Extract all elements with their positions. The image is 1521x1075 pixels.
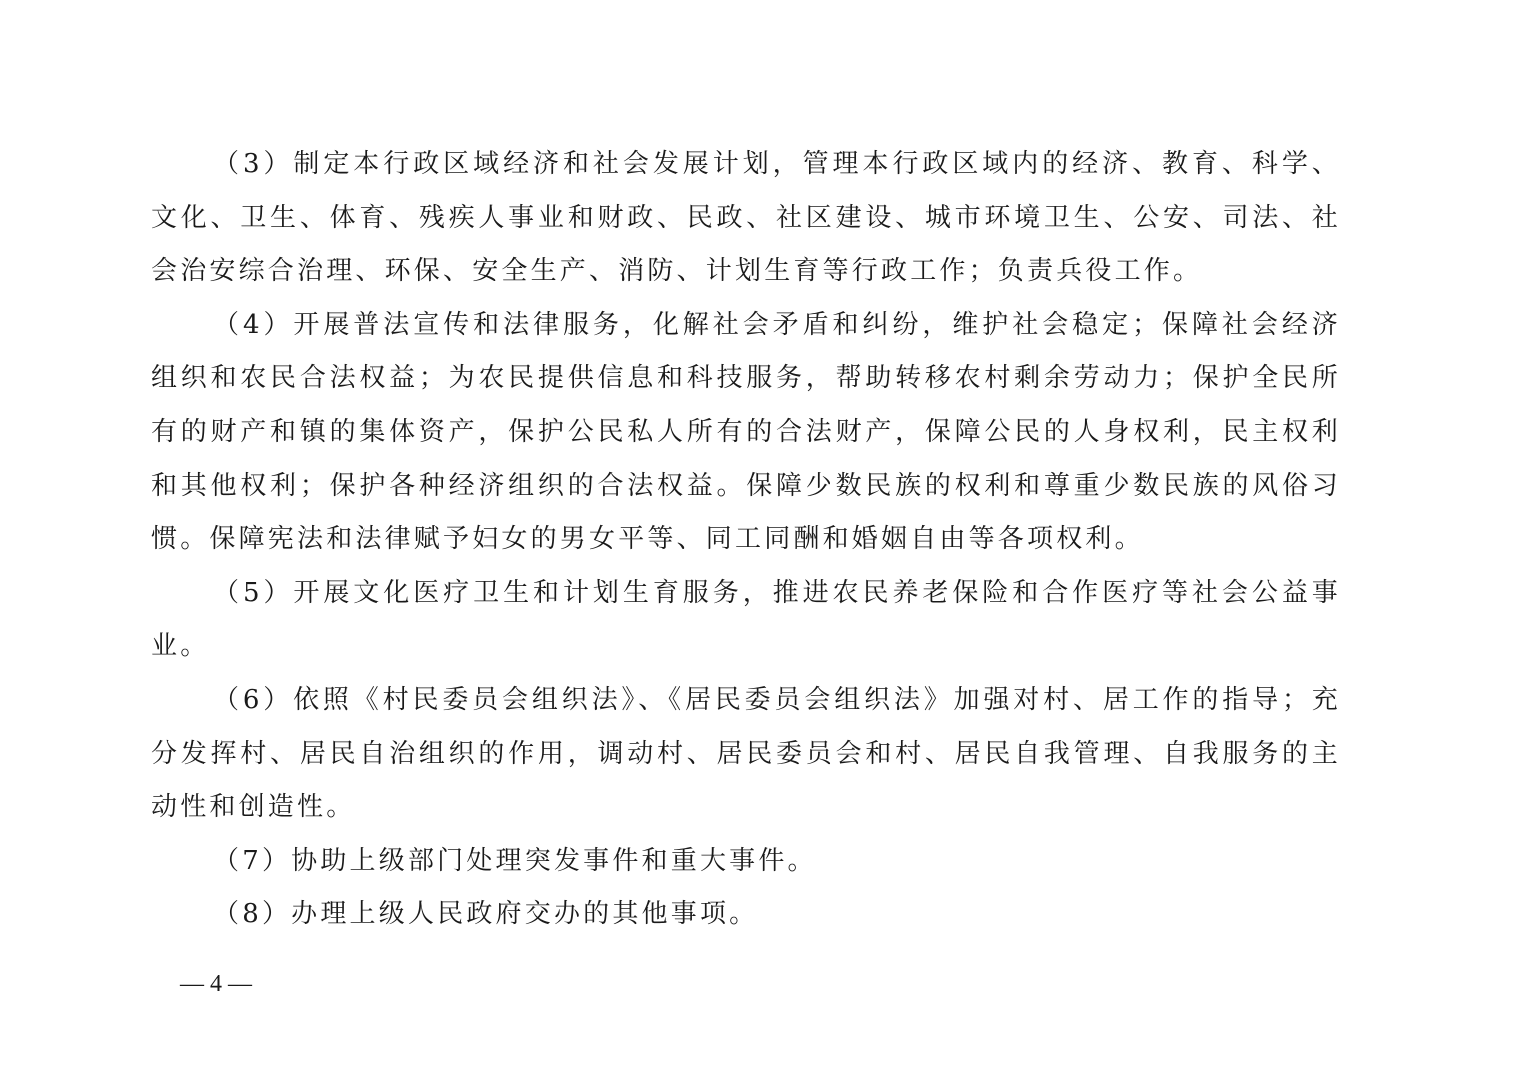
paragraph-item-5: （5）开展文化医疗卫生和计划生育服务，推进农民养老保险和合作医疗等社会公益事业。: [151, 577, 1341, 662]
body-text: [151, 138, 1341, 942]
paragraph-item-6: （6）依照《村民委员会组织法》、《居民委员会组织法》加强对村、居工作的指导；充分发挥村、居民自治组织的作用，调动村、居民委员会和村、居民自我管理、自我服务的主动性和创造性。: [151, 684, 1341, 823]
paragraph-item-8: （8）办理上级人民政府交办的其他事项。: [213, 899, 759, 930]
paragraph-item-3: （3）制定本行政区域经济和社会发展计划，管理本行政区域内的经济、教育、科学、文化、卫生、体育、残疾人事业和财政、民政、社区建设、城市环境卫生、公安、司法、社会治安综合治理、环保、安全生产、消防、计划生育等行政工作；负责兵役工作。: [151, 149, 1341, 287]
paragraph-item-7: （7）协助上级部门处理突发事件和重大事件。: [213, 845, 817, 876]
paragraph-item-4: （4）开展普法宣传和法律服务，化解社会矛盾和纠纷，维护社会稳定；保障社会经济组织和农民合法权益；为农民提供信息和科技服务，帮助转移农村剩余劳动力；保护全民所有的财产和镇的集体资产，保护公民私人所有的合法财产，保障公民的人身权利，民主权利和其他权利；保护各种经济组织的合法权益。保障少数民族的权利和尊重少数民族的风俗习惯。保障宪法和法律赋予妇女的男女平等、同工同酬和婚姻自由等各项权利。: [151, 309, 1341, 555]
page-number: — 4 —: [180, 971, 252, 997]
